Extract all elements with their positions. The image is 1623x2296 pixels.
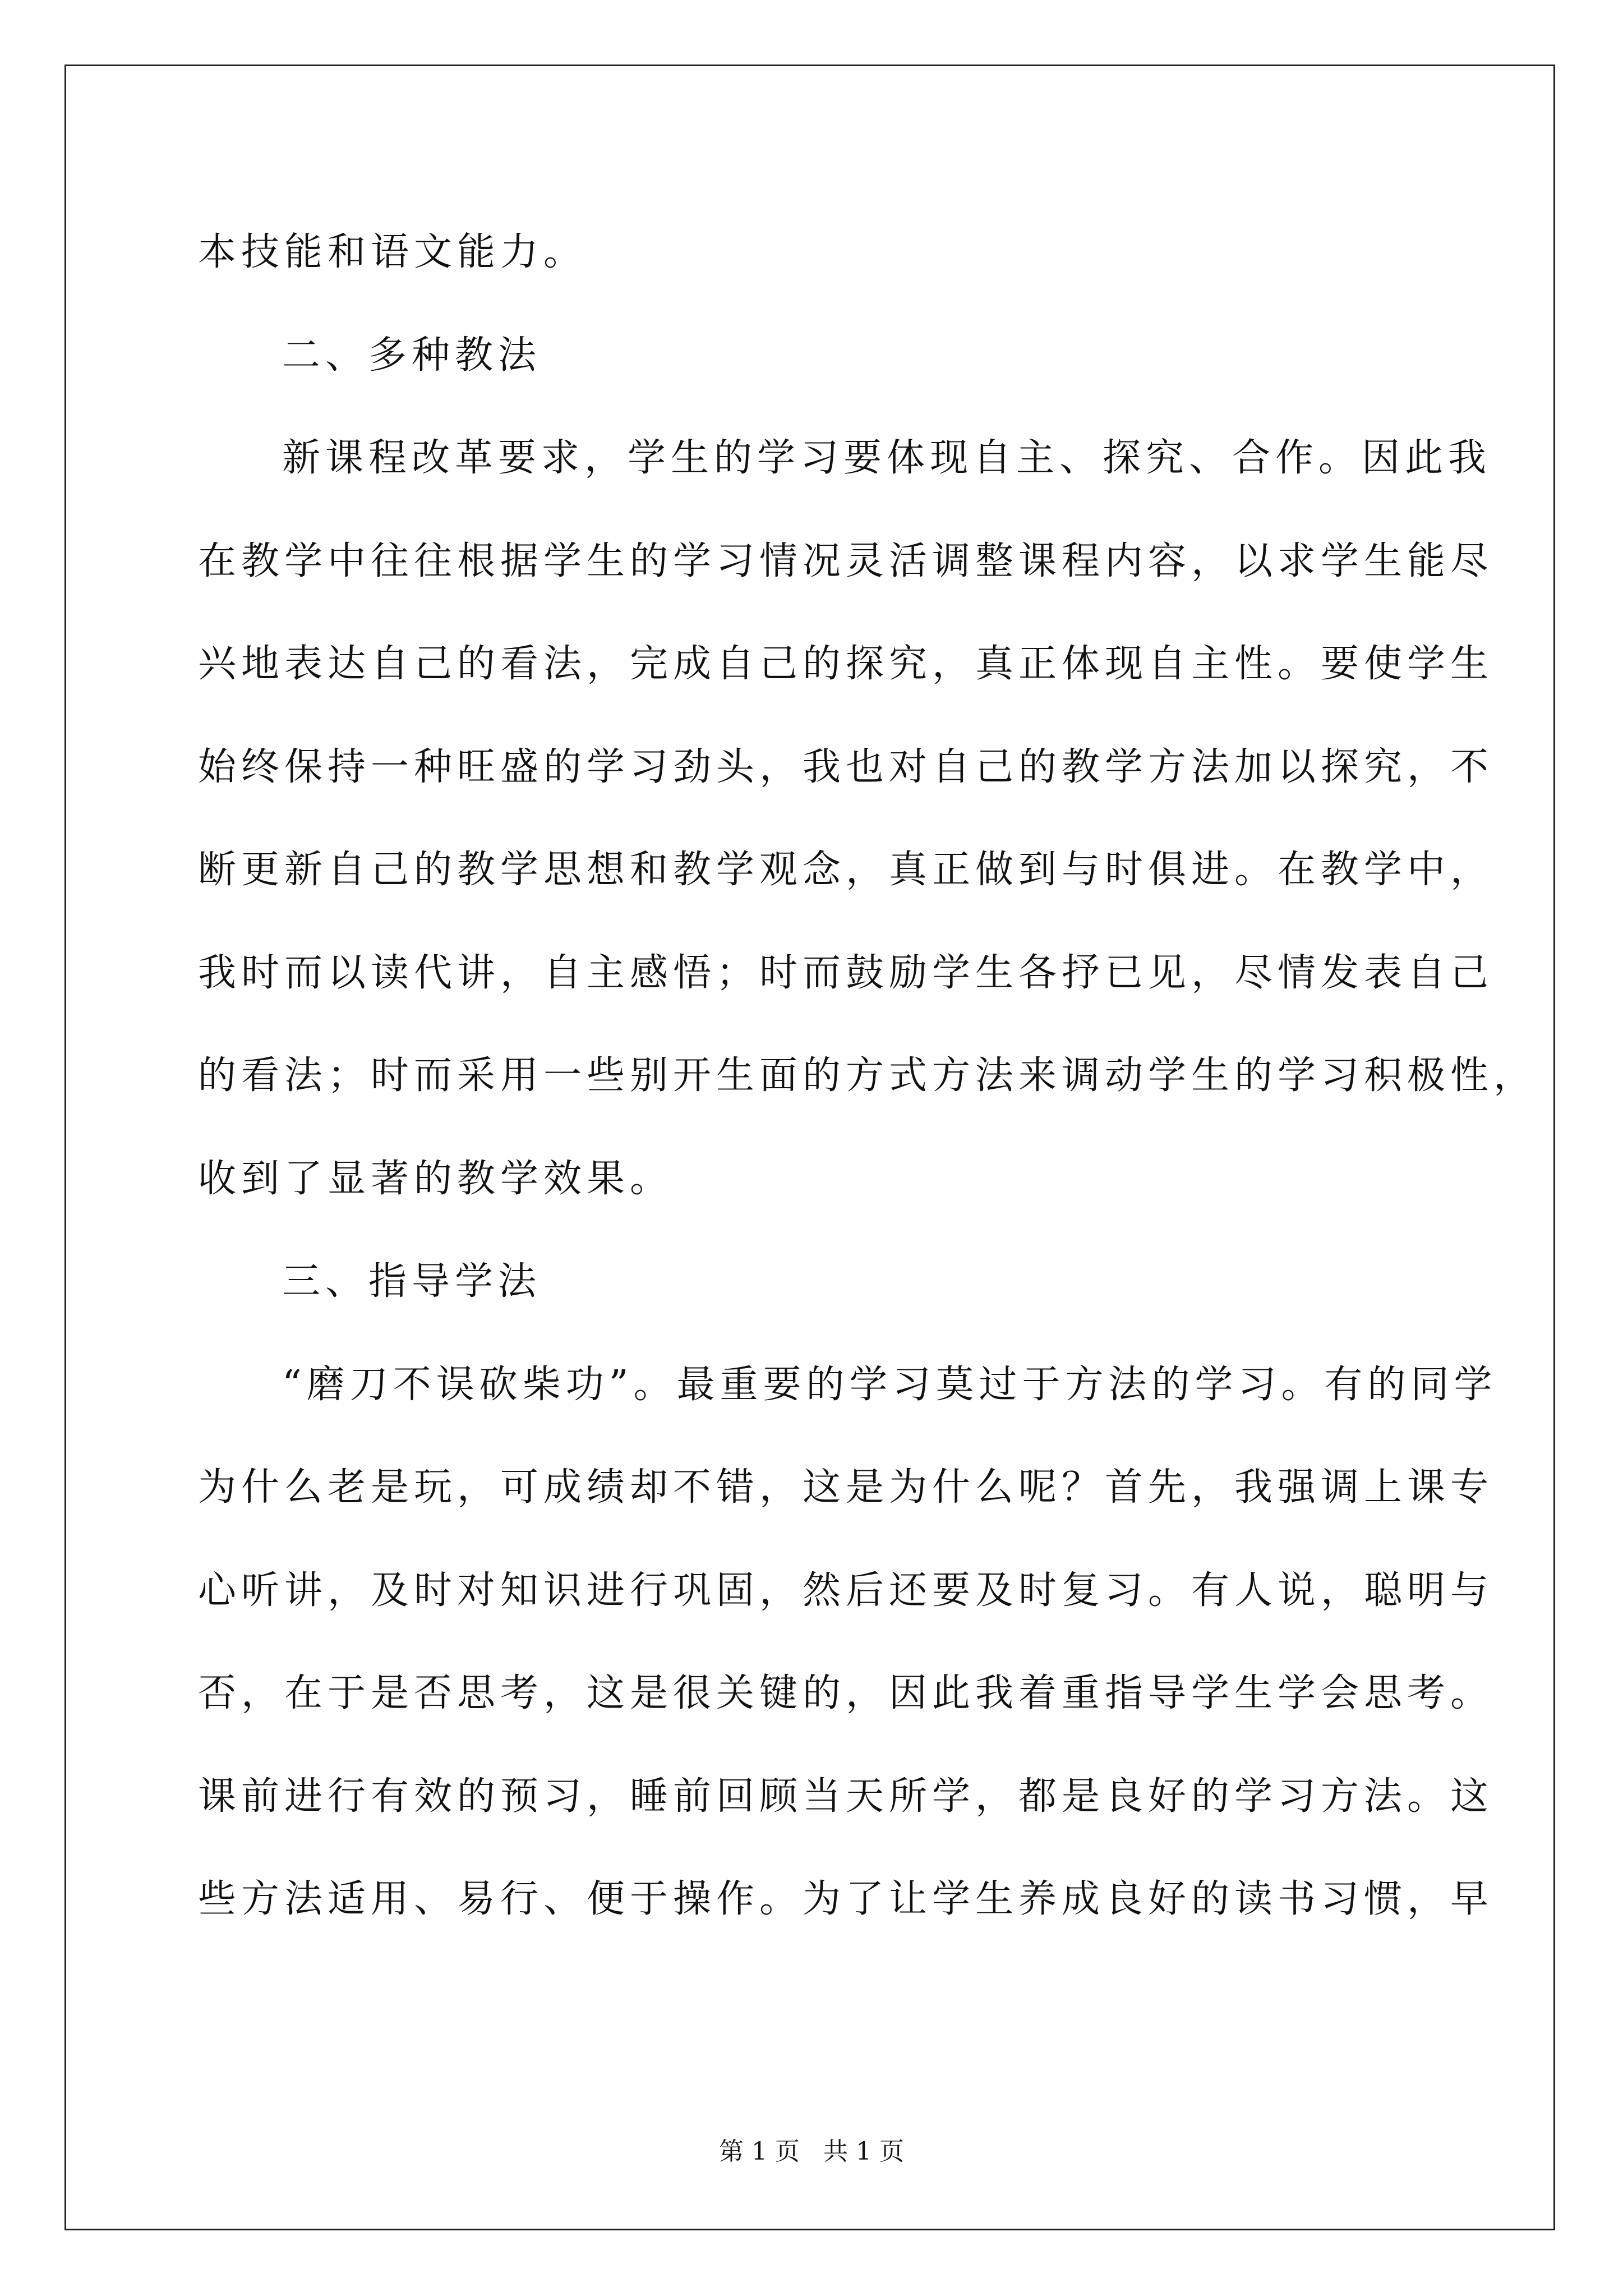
text-line: 始终保持一种旺盛的学习劲头，我也对自己的教学方法加以探究，不 bbox=[198, 745, 1494, 789]
section-heading: 二、多种教法 bbox=[282, 333, 542, 378]
text-line: 否，在于是否思考，这是很关键的，因此我着重指导学生学会思考。 bbox=[198, 1671, 1494, 1715]
text-line: 断更新自己的教学思想和教学观念，真正做到与时俱进。在教学中， bbox=[198, 848, 1494, 892]
text-line: 在教学中往往根据学生的学习情况灵活调整课程内容，以求学生能尽 bbox=[198, 539, 1494, 583]
page-footer: 第 1 页 共 1 页 bbox=[719, 2137, 904, 2166]
text-line: 的看法；时而采用一些别开生面的方式方法来调动学生的学习积极性， bbox=[198, 1053, 1537, 1098]
text-line: 课前进行有效的预习，睡前回顾当天所学，都是良好的学习方法。这 bbox=[198, 1774, 1494, 1819]
text-line: 心听讲，及时对知识进行巩固，然后还要及时复习。有人说，聪明与 bbox=[198, 1568, 1494, 1613]
text-line: 兴地表达自己的看法，完成自己的探究，真正体现自主性。要使学生 bbox=[198, 642, 1494, 686]
paragraph-first-line: “磨刀不误砍柴功”。最重要的学习莫过于方法的学习。有的同学 bbox=[282, 1363, 1497, 1407]
text-line: 收到了显著的教学效果。 bbox=[198, 1157, 674, 1201]
text-line: 我时而以读代讲，自主感悟；时而鼓励学生各抒已见，尽情发表自己 bbox=[198, 951, 1494, 995]
text-line: 为什么老是玩，可成绩却不错，这是为什么呢？首先，我强调上课专 bbox=[198, 1465, 1494, 1510]
paragraph-first-line: 新课程改革要求，学生的学习要体现自主、探究、合作。因此我 bbox=[282, 436, 1492, 480]
text-line: 些方法适用、易行、便于操作。为了让学生养成良好的读书习惯，早 bbox=[198, 1877, 1494, 1921]
section-heading: 三、指导学法 bbox=[282, 1259, 542, 1304]
text-line: 本技能和语文能力。 bbox=[198, 230, 587, 274]
